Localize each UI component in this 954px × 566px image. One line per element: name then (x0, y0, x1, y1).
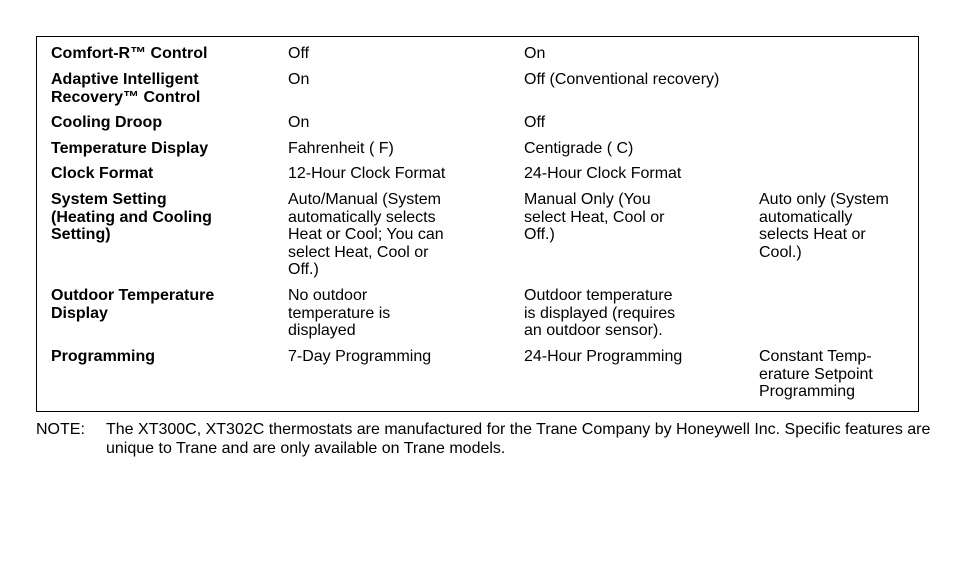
option-2: 24-Hour Clock Format (524, 165, 682, 182)
features-table (36, 36, 919, 412)
option-2: Manual Only (You select Heat, Cool or Off.) (524, 191, 665, 243)
option-2: Centigrade ( C) (524, 140, 634, 157)
option-2: Off (Conventional recovery) (524, 71, 720, 88)
option-2: Outdoor temperature is displayed (requires an outdoor sensor). (524, 287, 676, 339)
feature-name: Adaptive Intelligent Recovery™ Control (51, 71, 201, 106)
note-text: The XT300C, XT302C thermostats are manufactured for the Trane Company by Honeywell Inc. Specific features are unique to Trane and are only available on Trane models. (106, 421, 931, 457)
option-1: Off (288, 45, 310, 62)
option-2: Off (524, 114, 546, 131)
option-2: On (524, 45, 546, 62)
option-1: On (288, 114, 310, 131)
option-3: Auto only (System automatically selects Heat or Cool.) (759, 191, 889, 261)
option-1: On (288, 71, 310, 88)
feature-name: System Setting (Heating and Cooling Setting) (51, 191, 212, 243)
option-1: 7-Day Programming (288, 348, 432, 365)
option-2: 24-Hour Programming (524, 348, 683, 365)
feature-name: Cooling Droop (51, 114, 163, 131)
option-1: Auto/Manual (System automatically selects Heat or Cool; You can select Heat, Cool or Off.) (288, 191, 444, 278)
feature-name: Programming (51, 348, 156, 365)
note-label: NOTE: (36, 421, 85, 438)
feature-name: Clock Format (51, 165, 154, 182)
feature-name: Comfort-R™ Control (51, 45, 208, 62)
feature-name: Temperature Display (51, 140, 209, 157)
option-1: No outdoor temperature is displayed (288, 287, 391, 339)
option-3: Constant Temp- erature Setpoint Programming (759, 348, 873, 400)
feature-name: Outdoor Temperature Display (51, 287, 215, 322)
option-1: 12-Hour Clock Format (288, 165, 446, 182)
option-1: Fahrenheit ( F) (288, 140, 394, 157)
